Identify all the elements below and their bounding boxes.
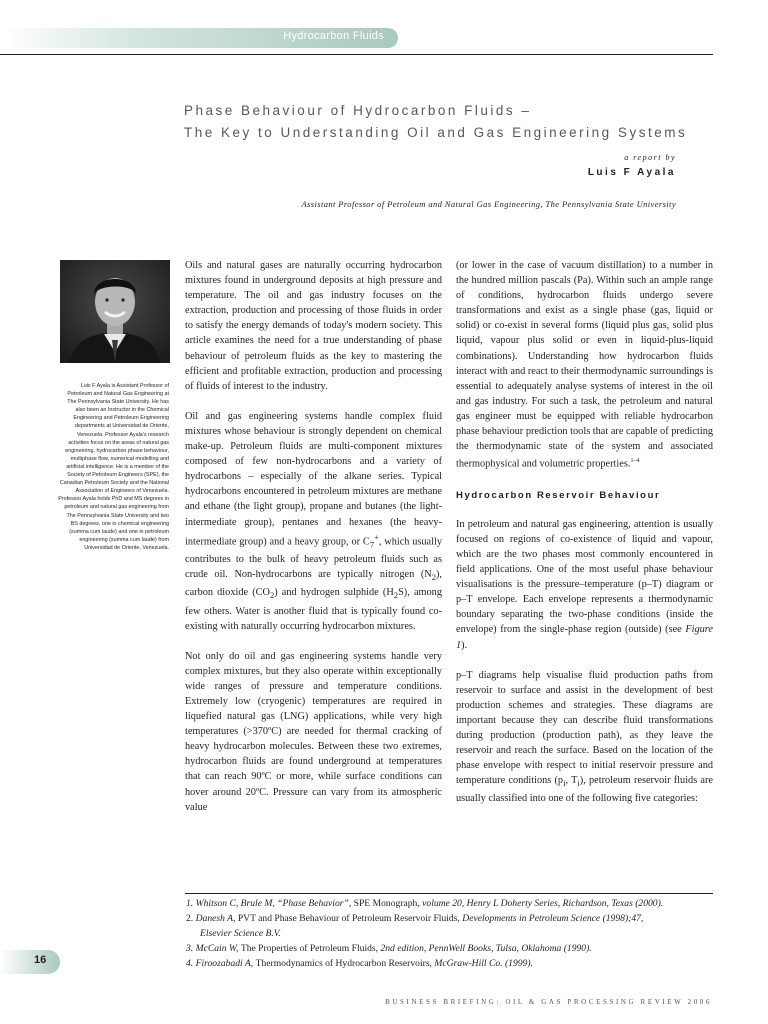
footnote-rule: [185, 893, 713, 894]
section-header-band: [0, 28, 398, 48]
footnote-item-continuation: Elsevier Science B.V.: [200, 928, 281, 939]
body-paragraph-5: In petroleum and natural gas engineering, attention is usually focused on regions of co-existence of liquid and vapour, which are the two phases most commonly encountered in field applications. One of the most useful phase behaviour visualisations is the pressure–temperature (p–T) diagram or p–T envelope. Each envelope represents a thermodynamic boundary separating the two-phase conditions (inside the envelope) from the single-phase region (outside) (see Figure 1).: [456, 518, 713, 651]
author-bio: Luis F Ayala is Assistant Professor of Petroleum and Natural Gas Engineering at The Pennsylvania State University. He has also been an Instructor in the Chemical Engineering and Petroleum Engineering departments at Universidad de Oriente, Venezuela. Professor Ayala's research activities focus on the areas of natural gas engineering, hydrocarbon phase behaviour, multiphase flow, numerical modelling and artificial intelligence. He is a member of the Society of Petroleum Engineers (SPE), the Canadian Petroleum Society and the National Association of Engineers of Venezuela. Professor Ayala holds PhD and MS degrees in petroleum and natural gas engineering from The Pennsylvania State University and two BS degrees, one in chemical engineering (summa cum laude) and one in petroleum engineering (summa cum laude) from Universidad de Oriente, Venezuela.: [58, 383, 169, 551]
body-paragraph-1: Oils and natural gases are naturally occurring hydrocarbon mixtures found in underground deposits at high pressure and temperature. The oil and gas industry focuses on the extraction, production and processing of those fluids in order to satisfy the energy demands of today's modern society. This article examines the need for a true understanding of phase behaviour of petroleum fluids as the key to mastering the efficient and profitable extraction, production and processing of fluids of interest to the industry.: [185, 260, 442, 392]
body-column-left: [185, 258, 442, 815]
body-column-right: [456, 258, 713, 807]
body-paragraph-3: Not only do oil and gas engineering systems handle very complex mixtures, but they also operate within exceptionally wide ranges of pressure and temperature conditions. Extremely low (cryogenic) temperatures are required in liquefied natural gas (LNG) applications, while very high temperatures (>370ºC) are needed for thermal cracking of heavy hydrocarbon molecules. Between these two extremes, hydrocarbon fluids are found underground at temperatures that can reach 90ºC or more, while surface conditions can hover around 20ºC. Pressure can vary from its atmospheric value: [185, 650, 442, 813]
section-subheading: Hydrocarbon Reservoir Behaviour: [456, 489, 661, 501]
page-number: 16: [34, 954, 47, 966]
section-label: Hydrocarbon Fluids: [283, 30, 384, 42]
header-rule: [0, 54, 713, 55]
author-photo: [60, 260, 170, 363]
body-paragraph-2: Oil and gas engineering systems handle complex fluid mixtures whose behaviour is strongly dependent on chemical make-up. Petroleum fluids are multi-component mixtures composed of few non-hydrocarbons and a variety of hydrocarbons – especially of the alkane series. Typical hydrocarbons encountered in petroleum mixtures are methane and ethane (the light group), propane and butanes (the light-intermediate group), pentanes and hexanes (the heavy-intermediate group) and a heavy group, or $C_7^+$, which usually contributes to the bulk of heavy petroleum fluids such as crude oil. Non-hydrocarbons are typically nitrogen $(N_2)$, carbon dioxide $(CO_2)$ and hydrogen sulphide $(H_2S)$, among few others. Water is another fluid that is typically found co-existing with naturally occurring hydrocarbon mixtures.: [185, 410, 442, 632]
figure-reference: Figure 1: [456, 624, 713, 651]
page-number-tab: [0, 950, 60, 974]
body-paragraph-6: p–T diagrams help visualise fluid production paths from reservoir to surface and assist in the development of best production schemes and strategies. These diagrams are important because they can describe fluid transformations during production (production path), as they leave the reservoir and reach the surface. Based on the location of the phase envelope with respect to initial reservoir pressure and temperature conditions ($p_i$, $T_i$), petroleum reservoir fluids are usually classified into one of the following five categories:: [456, 669, 713, 805]
author-affiliation: Assistant Professor of Petroleum and Natural Gas Engineering, The Pennsylvania State University: [301, 199, 676, 209]
reference-marker: 1–4: [630, 458, 640, 465]
article-title: [184, 100, 687, 144]
report-by-label: a report by: [624, 153, 676, 162]
footnote-item: 3. McCain W, The Properties of Petroleum Fluids, 2nd edition, PennWell Books, Tulsa, Oklahoma (1990).: [186, 943, 592, 954]
footnote-list: [186, 896, 716, 971]
article-title-line-1: Phase Behaviour of Hydrocarbon Fluids –: [184, 103, 532, 118]
author-portrait-image: [60, 260, 170, 363]
article-title-line-2: The Key to Understanding Oil and Gas Engineering Systems: [184, 125, 688, 140]
body-paragraph-4: (or lower in the case of vacuum distillation) to a number in the hundred million pascals (Pa). Within such an ample range of conditions, hydrocarbon fluids undergo severe transformations and exist as a single phase (gas, liquid or solid) or co-exist in several forms (liquid plus gas, solid plus liquid, vapour plus solid or even in liquid-plus-liquid combinations). Understanding how hydrocarbon fluids interact with and react to their thermodynamic surroundings is essential to adequately analyse systems of interest in the oil and gas industry. For such a task, the petroleum and natural gas engineer must be equipped with reliable hydrocarbon phase behaviour prediction tools that are capable of predicting the thermodynamic state of the system and associated thermophysical and volumetric properties.$^{1-4}$: [456, 260, 713, 470]
journal-footer: BUSINESS BRIEFING: OIL & GAS PROCESSING REVIEW 2006: [385, 998, 712, 1006]
author-name: Luis F Ayala: [587, 167, 676, 178]
footnote-item: 1. Whitson C, Brule M, “Phase Behavior”, SPE Monograph, volume 20, Henry L Doherty Series, Richardson, Texas (2000).: [186, 898, 664, 909]
footnote-item: 2. Danesh A, PVT and Phase Behaviour of Petroleum Reservoir Fluids, Developments in Petroleum Science (1998);47,: [186, 913, 644, 924]
footnote-item: 4. Firoozabadi A, Thermodynamics of Hydrocarbon Reservoirs, McGraw-Hill Co. (1999).: [186, 958, 533, 969]
